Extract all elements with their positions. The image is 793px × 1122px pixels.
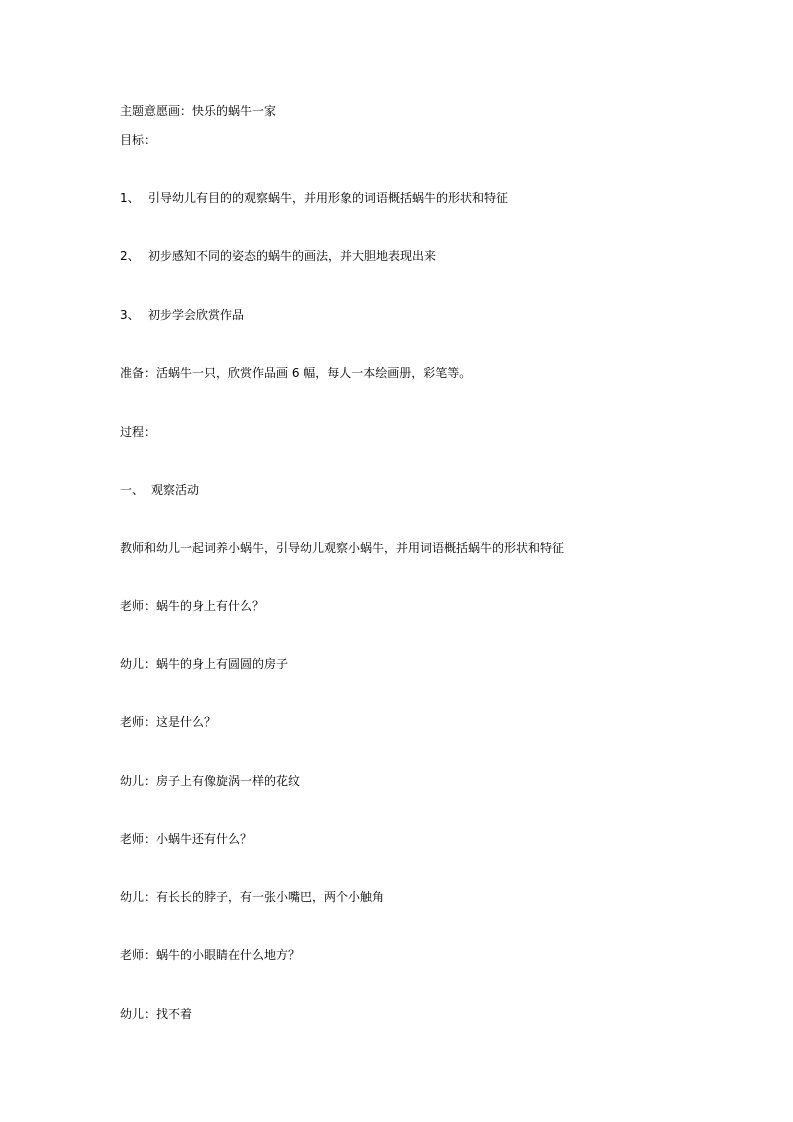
dialogue-line: 老师：蜗牛的身上有什么？: [120, 599, 265, 613]
goal-item-1: [120, 190, 508, 206]
section-heading: [120, 482, 199, 498]
section-number: 一、: [120, 483, 145, 497]
document-title: 主题意愿画：快乐的蜗牛一家: [120, 104, 277, 118]
goal-label: 目标：: [120, 133, 157, 147]
goal-number: 2、: [120, 249, 140, 263]
goal-number: 3、: [120, 308, 140, 322]
dialogue-line: 幼儿：蜗牛的身上有圆圆的房子: [120, 657, 289, 671]
section-title: 观察活动: [151, 483, 200, 497]
dialogue-line: 老师：这是什么？: [120, 715, 217, 729]
dialogue-line: 老师：小蜗牛还有什么？: [120, 832, 253, 846]
dialogue-line: 幼儿：找不着: [120, 1007, 193, 1021]
dialogue-line: 幼儿：有长长的脖子，有一张小嘴巴，两个小触角: [120, 890, 385, 904]
goal-text: 初步学会欣赏作品: [148, 308, 245, 322]
goal-item-2: [120, 248, 436, 264]
preparation-text: 准备：活蜗牛一只，欣赏作品画 6 幅，每人一本绘画册，彩笔等。: [120, 366, 472, 380]
dialogue-line: 幼儿：房子上有像旋涡一样的花纹: [120, 774, 301, 788]
goal-text: 初步感知不同的姿态的蜗牛的画法，并大胆地表现出来: [148, 249, 437, 263]
goal-number: 1、: [120, 191, 140, 205]
goal-item-3: [120, 307, 244, 323]
process-label: 过程：: [120, 425, 157, 439]
goal-text: 引导幼儿有目的的观察蜗牛，并用形象的词语概括蜗牛的形状和特征: [148, 191, 509, 205]
dialogue-line: 老师：蜗牛的小眼睛在什么地方？: [120, 948, 301, 962]
intro-paragraph: 教师和幼儿一起词养小蜗牛，引导幼儿观察小蜗牛，并用词语概括蜗牛的形状和特征: [120, 541, 565, 555]
